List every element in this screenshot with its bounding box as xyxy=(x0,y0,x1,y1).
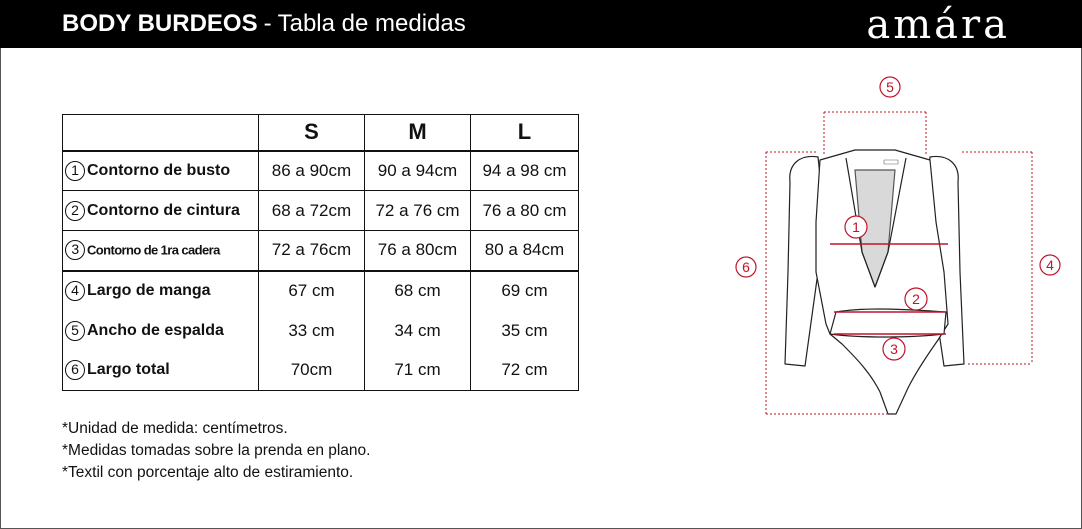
bodysuit-illustration xyxy=(785,150,964,414)
measurement-number: 2 xyxy=(65,201,85,221)
measurement-label xyxy=(63,271,259,311)
size-table-row xyxy=(63,271,579,311)
measurement-name: Largo total xyxy=(87,361,170,379)
header-bar xyxy=(0,0,1082,48)
measurement-value: 76 a 80 cm xyxy=(471,191,579,231)
marker-4 xyxy=(1040,255,1060,275)
measurement-value: 33 cm xyxy=(259,311,365,351)
svg-text:5: 5 xyxy=(886,79,894,95)
measurement-value: 34 cm xyxy=(365,311,471,351)
svg-text:4: 4 xyxy=(1046,257,1054,273)
svg-text:6: 6 xyxy=(742,259,750,275)
garment-label xyxy=(884,160,898,164)
measurement-label xyxy=(63,231,259,271)
svg-text:2: 2 xyxy=(912,291,920,307)
measurement-value: 90 a 94cm xyxy=(365,151,471,191)
measurement-label xyxy=(63,191,259,231)
note-line: *Medidas tomadas sobre la prenda en plano. xyxy=(62,442,371,459)
measurement-name: Ancho de espalda xyxy=(87,321,224,339)
title-separator: - xyxy=(263,10,272,37)
measurement-number: 3 xyxy=(65,240,85,260)
size-table-row xyxy=(63,231,579,271)
note-line: *Unidad de medida: centímetros. xyxy=(62,420,288,437)
measurement-value: 72 a 76 cm xyxy=(365,191,471,231)
measurement-value: 35 cm xyxy=(471,311,579,351)
size-table-row xyxy=(63,351,579,391)
marker-3 xyxy=(883,338,905,360)
size-table xyxy=(62,114,579,391)
measurement-value: 67 cm xyxy=(259,271,365,311)
size-table-row xyxy=(63,151,579,191)
measurement-number: 4 xyxy=(65,281,85,301)
measurement-name: Contorno de cintura xyxy=(87,201,240,219)
brand-logo: amára xyxy=(866,2,1010,48)
measurement-number: 1 xyxy=(65,161,85,181)
measurement-value: 68 a 72cm xyxy=(259,191,365,231)
measurement-value: 86 a 90cm xyxy=(259,151,365,191)
note-line: *Textil con porcentaje alto de estiramiento. xyxy=(62,464,354,481)
size-column-header: M xyxy=(365,115,471,151)
svg-text:3: 3 xyxy=(890,341,898,357)
measurement-value: 70cm xyxy=(259,351,365,391)
measurement-value: 71 cm xyxy=(365,351,471,391)
garment-diagram xyxy=(730,72,1070,422)
svg-text:1: 1 xyxy=(852,219,860,235)
measurement-label xyxy=(63,151,259,191)
size-table-header-row xyxy=(63,115,579,151)
waist-band xyxy=(830,309,946,337)
notes xyxy=(62,418,370,484)
product-name: BODY BURDEOS xyxy=(62,10,258,37)
marker-6 xyxy=(736,257,756,277)
measurement-number: 5 xyxy=(65,321,85,341)
measurement-label xyxy=(63,311,259,351)
size-table-row xyxy=(63,191,579,231)
measurement-value: 68 cm xyxy=(365,271,471,311)
marker-2 xyxy=(905,288,927,310)
measurement-value: 72 cm xyxy=(471,351,579,391)
measurement-value: 69 cm xyxy=(471,271,579,311)
marker-1 xyxy=(845,216,867,238)
measurement-name: Contorno de 1ra cadera xyxy=(87,242,220,258)
measurement-number: 6 xyxy=(65,360,85,380)
size-table-corner xyxy=(63,115,259,151)
measurement-label xyxy=(63,351,259,391)
measurement-name: Largo de manga xyxy=(87,282,211,299)
size-table-row xyxy=(63,311,579,351)
measurement-value: 80 a 84cm xyxy=(471,231,579,271)
marker-5 xyxy=(880,77,900,97)
size-column-header: L xyxy=(471,115,579,151)
measurement-value: 94 a 98 cm xyxy=(471,151,579,191)
measurement-value: 72 a 76cm xyxy=(259,231,365,271)
page-subtitle: Tabla de medidas xyxy=(277,10,466,37)
page-title xyxy=(62,10,466,38)
measurement-value: 76 a 80cm xyxy=(365,231,471,271)
size-column-header: S xyxy=(259,115,365,151)
measurement-name: Contorno de busto xyxy=(87,161,231,179)
